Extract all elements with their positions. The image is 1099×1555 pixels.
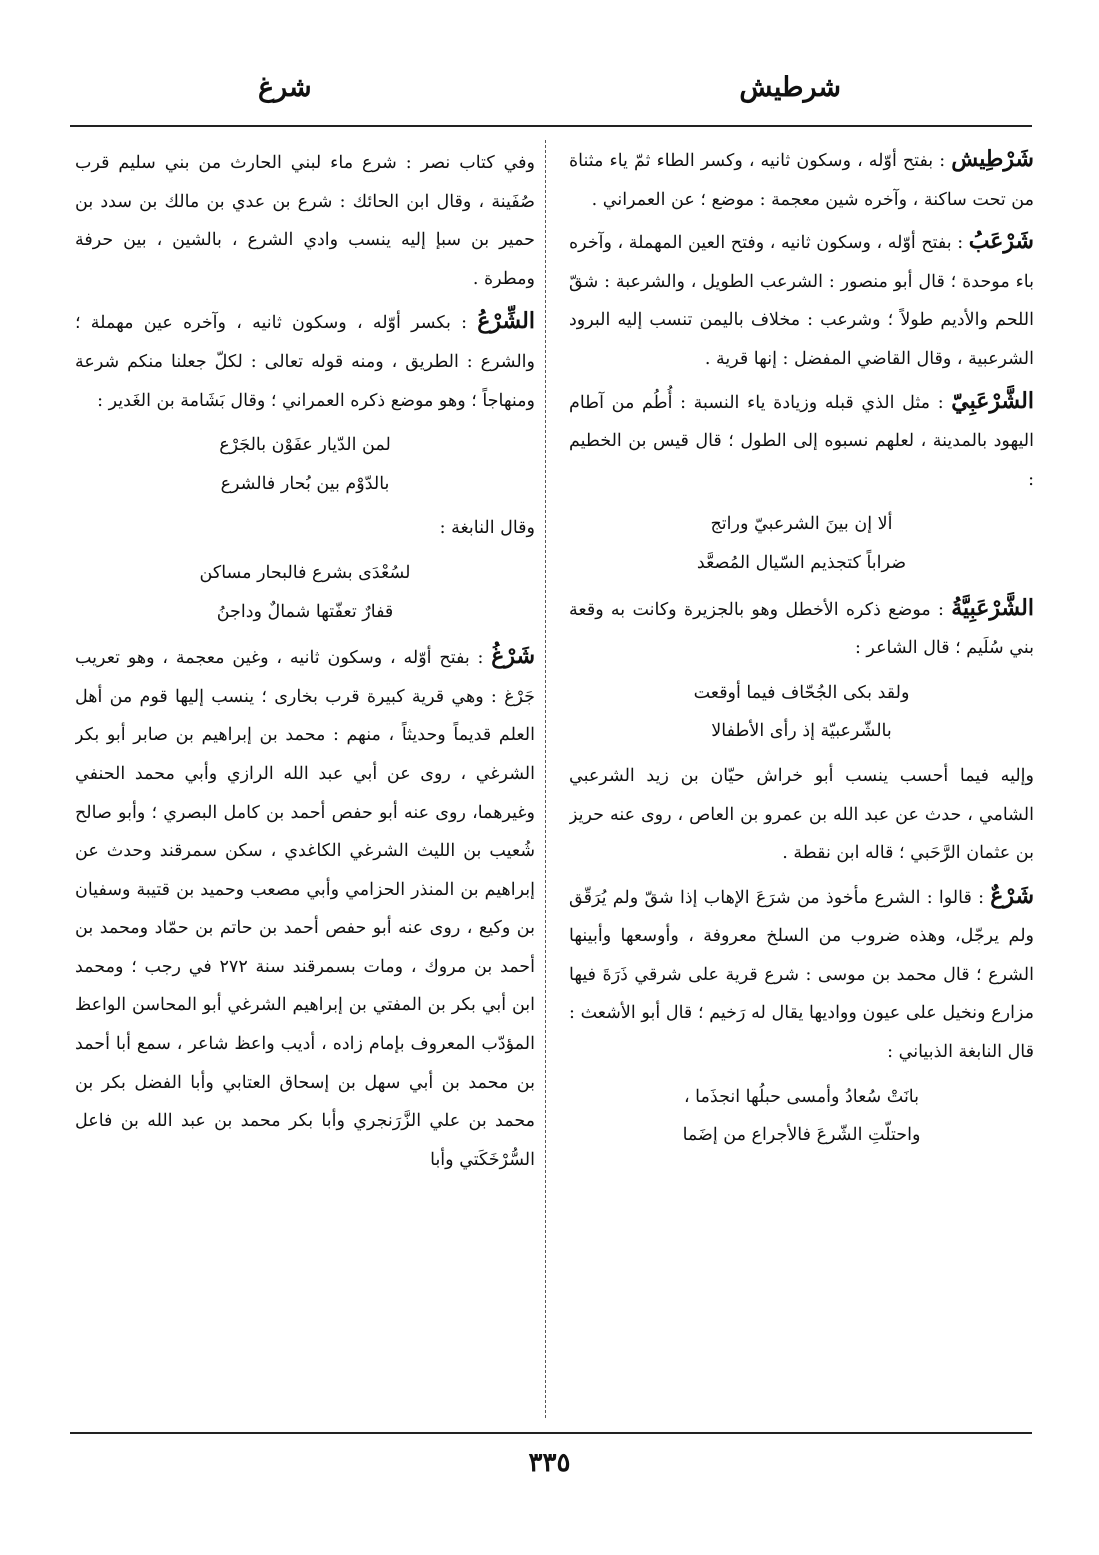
verse [569, 674, 1034, 751]
entry-text: : قالوا : الشرع مأخوذ من شرَعَ الإهاب إذا شقّ ولم يُرَقّق ولم يرجّل، وهذه ضروب من السلخ معروفة ، وأوسعها وأبينها الشرع ؛ قال محمد بن موسى : شرع قرية على شرقي ذَرَةَ فيها مزارع ونخيل على عيون وواديها يقال له رَخيم ؛ قال أبو الأشعث : قال النابغة الذبياني : [569, 887, 1034, 1063]
verse-line: بالدّوْم بين بُحار فالشرع [220, 473, 390, 494]
entry-text: : بكسر أوّله ، وسكون ثانيه ، وآخره عين مهملة ؛ والشرع : الطريق ، ومنه قوله تعالى : لكلّ جعلنا منكم شرعة ومنهاجاً ؛ وهو موضع ذكره العمراني ؛ وقال بَشَامة بن الغَدير : [75, 313, 535, 411]
entry-alshir [75, 302, 535, 420]
headword: شَرْعٌ [990, 882, 1034, 909]
entry-text: : بفتح أوّله ، وسكون ثانيه ، وغين معجمة ، وهو تعريب جَرْغ : وهي قرية كبيرة قرب بخارى ؛ ينسب إليها قوم من أهل العلم قديماً وحديثاً ، منهم : محمد بن إبراهيم بن صابر أبو بكر الشرغي ، روى عن أبي عبد الله الرازي وأبي محمد الحنفي وغيرهما، روى عنه أبو حفص أحمد بن كامل البصري ؛ وأبو صالح شُعيب بن الليث الشرغي الكاغدي ، سكن سمرقند وحدث عن إبراهيم بن المنذر الحزامي وأبي مصعب وحميد بن قتيبة وسفيان بن وكيع ، روى عنه أبو حفص أحمد بن حاتم بن حمّاد ومحمد بن أحمد بن مروك ، ومات بسمرقند سنة ٢٧٢ في رجب ؛ ومحمد ابن أبي بكر بن المفتي بن إبراهيم الشرغي أبو المحاسن الواعظ المؤدّب المعروف بإمام زاده ، أديب واعظ شاعر ، سمع أبا أحمد بن محمد بن أبي سهل بن إسحاق العتابي وأبا الفضل بكر بن محمد بن علي الزَّرَنجري وأبا بكر محمد بن عبد الله بن فاعل السُّرْخَكَتي وأبا [75, 648, 535, 1170]
left-column [75, 140, 535, 1418]
entry-shar [569, 877, 1034, 1072]
entry-continuation: وفي كتاب نصر : شرع ماء لبني الحارث من بني سليم قرب صُفَينة ، وقال ابن الحائك : شرع بن عدي بن مالك بن سدد بن حمير بن سبإ إليه ينسب وادي الشرع ، بالشين ، بين حرفة ومطرة . [75, 153, 535, 289]
headword: الشَّرْعَبِيَّةُ [951, 594, 1034, 621]
entry-continuation: وإليه فيما أحسب ينسب أبو خراش حيّان بن زيد الشرعبي الشامي ، حدث عن عبد الله بن عمرو بن العاص ، روى عنه حريز بن عثمان الرَّحَبي ؛ قاله ابن نقطة . [569, 765, 1034, 864]
verse-line: بانَتْ سُعادُ وأمسى حبلُها انجذَما ، [683, 1086, 920, 1107]
entry-text: : موضع ذكره الأخطل وهو بالجزيرة وكانت به وقعة بني سُلَيم ؛ قال الشاعر : [569, 599, 1034, 659]
verse-line: لمن الدّيار عفَوْن بالجَرْع [219, 435, 391, 456]
running-header-right: شرطيش [739, 72, 841, 103]
verse [569, 1078, 1034, 1155]
entry-shartish [569, 140, 1034, 219]
verse-line: لسُعْدَى بشرع فالبحار مساكن [199, 562, 411, 583]
verse-line: قفارٌ تعفّتها شمالٌ وداجنُ [216, 601, 394, 622]
entry-shargh [75, 637, 535, 1179]
entry-sharab [569, 222, 1034, 378]
verse-line: واحتلّتِ الشّرعَ فالأجراع من إضَما [682, 1125, 921, 1146]
verse [75, 426, 535, 503]
running-header-left: شرغ [258, 72, 312, 103]
headword: شَرْعَبُ [968, 228, 1034, 255]
entry-text: : بفتح أوّله ، وسكون ثانيه ، وكسر الطاء ثمّ ياء مثناة من تحت ساكنة ، وآخره شين معجمة : موضع ؛ عن العمراني . [569, 151, 1034, 210]
entry-alsharabi [569, 382, 1034, 500]
verse [75, 554, 535, 631]
header-rule [70, 125, 1032, 127]
column-divider [545, 140, 546, 1418]
verse [569, 505, 1034, 582]
entry-text: : بفتح أوّله ، وسكون ثانيه ، وفتح العين المهملة ، وآخره باء موحدة ؛ قال أبو منصور : الشرعب الطويل ، والشرعبة : شقّ اللحم والأديم طولاً ؛ وشرعب : مخلاف باليمن تنسب إليه البرود الشرعبية ، وقال القاضي المفضل : إنها قرية . [569, 233, 1034, 369]
page-number: ٣٣٥ [528, 1448, 571, 1478]
verse-line: ألا إن بينَ الشرعبيّ وراتج [710, 514, 893, 535]
headword: الشِّرْعُ [477, 308, 535, 335]
headword: شَرْطِيش [951, 146, 1034, 172]
footer-rule [70, 1432, 1032, 1434]
headword: شَرْغُ [491, 643, 535, 670]
entry-alsharabiyya [569, 589, 1034, 668]
verse-line: ولقد بكى الجُحّاف فيما أوقعت [693, 682, 910, 703]
headword: الشَّرْعَبِيّ [951, 387, 1034, 414]
verse-line: بالشّرعبيّة إذ رأى الأطفالا [711, 721, 892, 742]
right-column [569, 140, 1034, 1418]
entry-text: : مثل الذي قبله وزيادة ياء النسبة : أُطُم من آطام اليهود بالمدينة ، لعلهم نسبوه إلى الطول ؛ قال قيس بن الخطيم : [569, 392, 1034, 490]
verse-intro: وقال النابغة : [439, 518, 535, 539]
verse-line: ضراباً كتجذيم السّيال المُصعَّد [696, 552, 907, 573]
